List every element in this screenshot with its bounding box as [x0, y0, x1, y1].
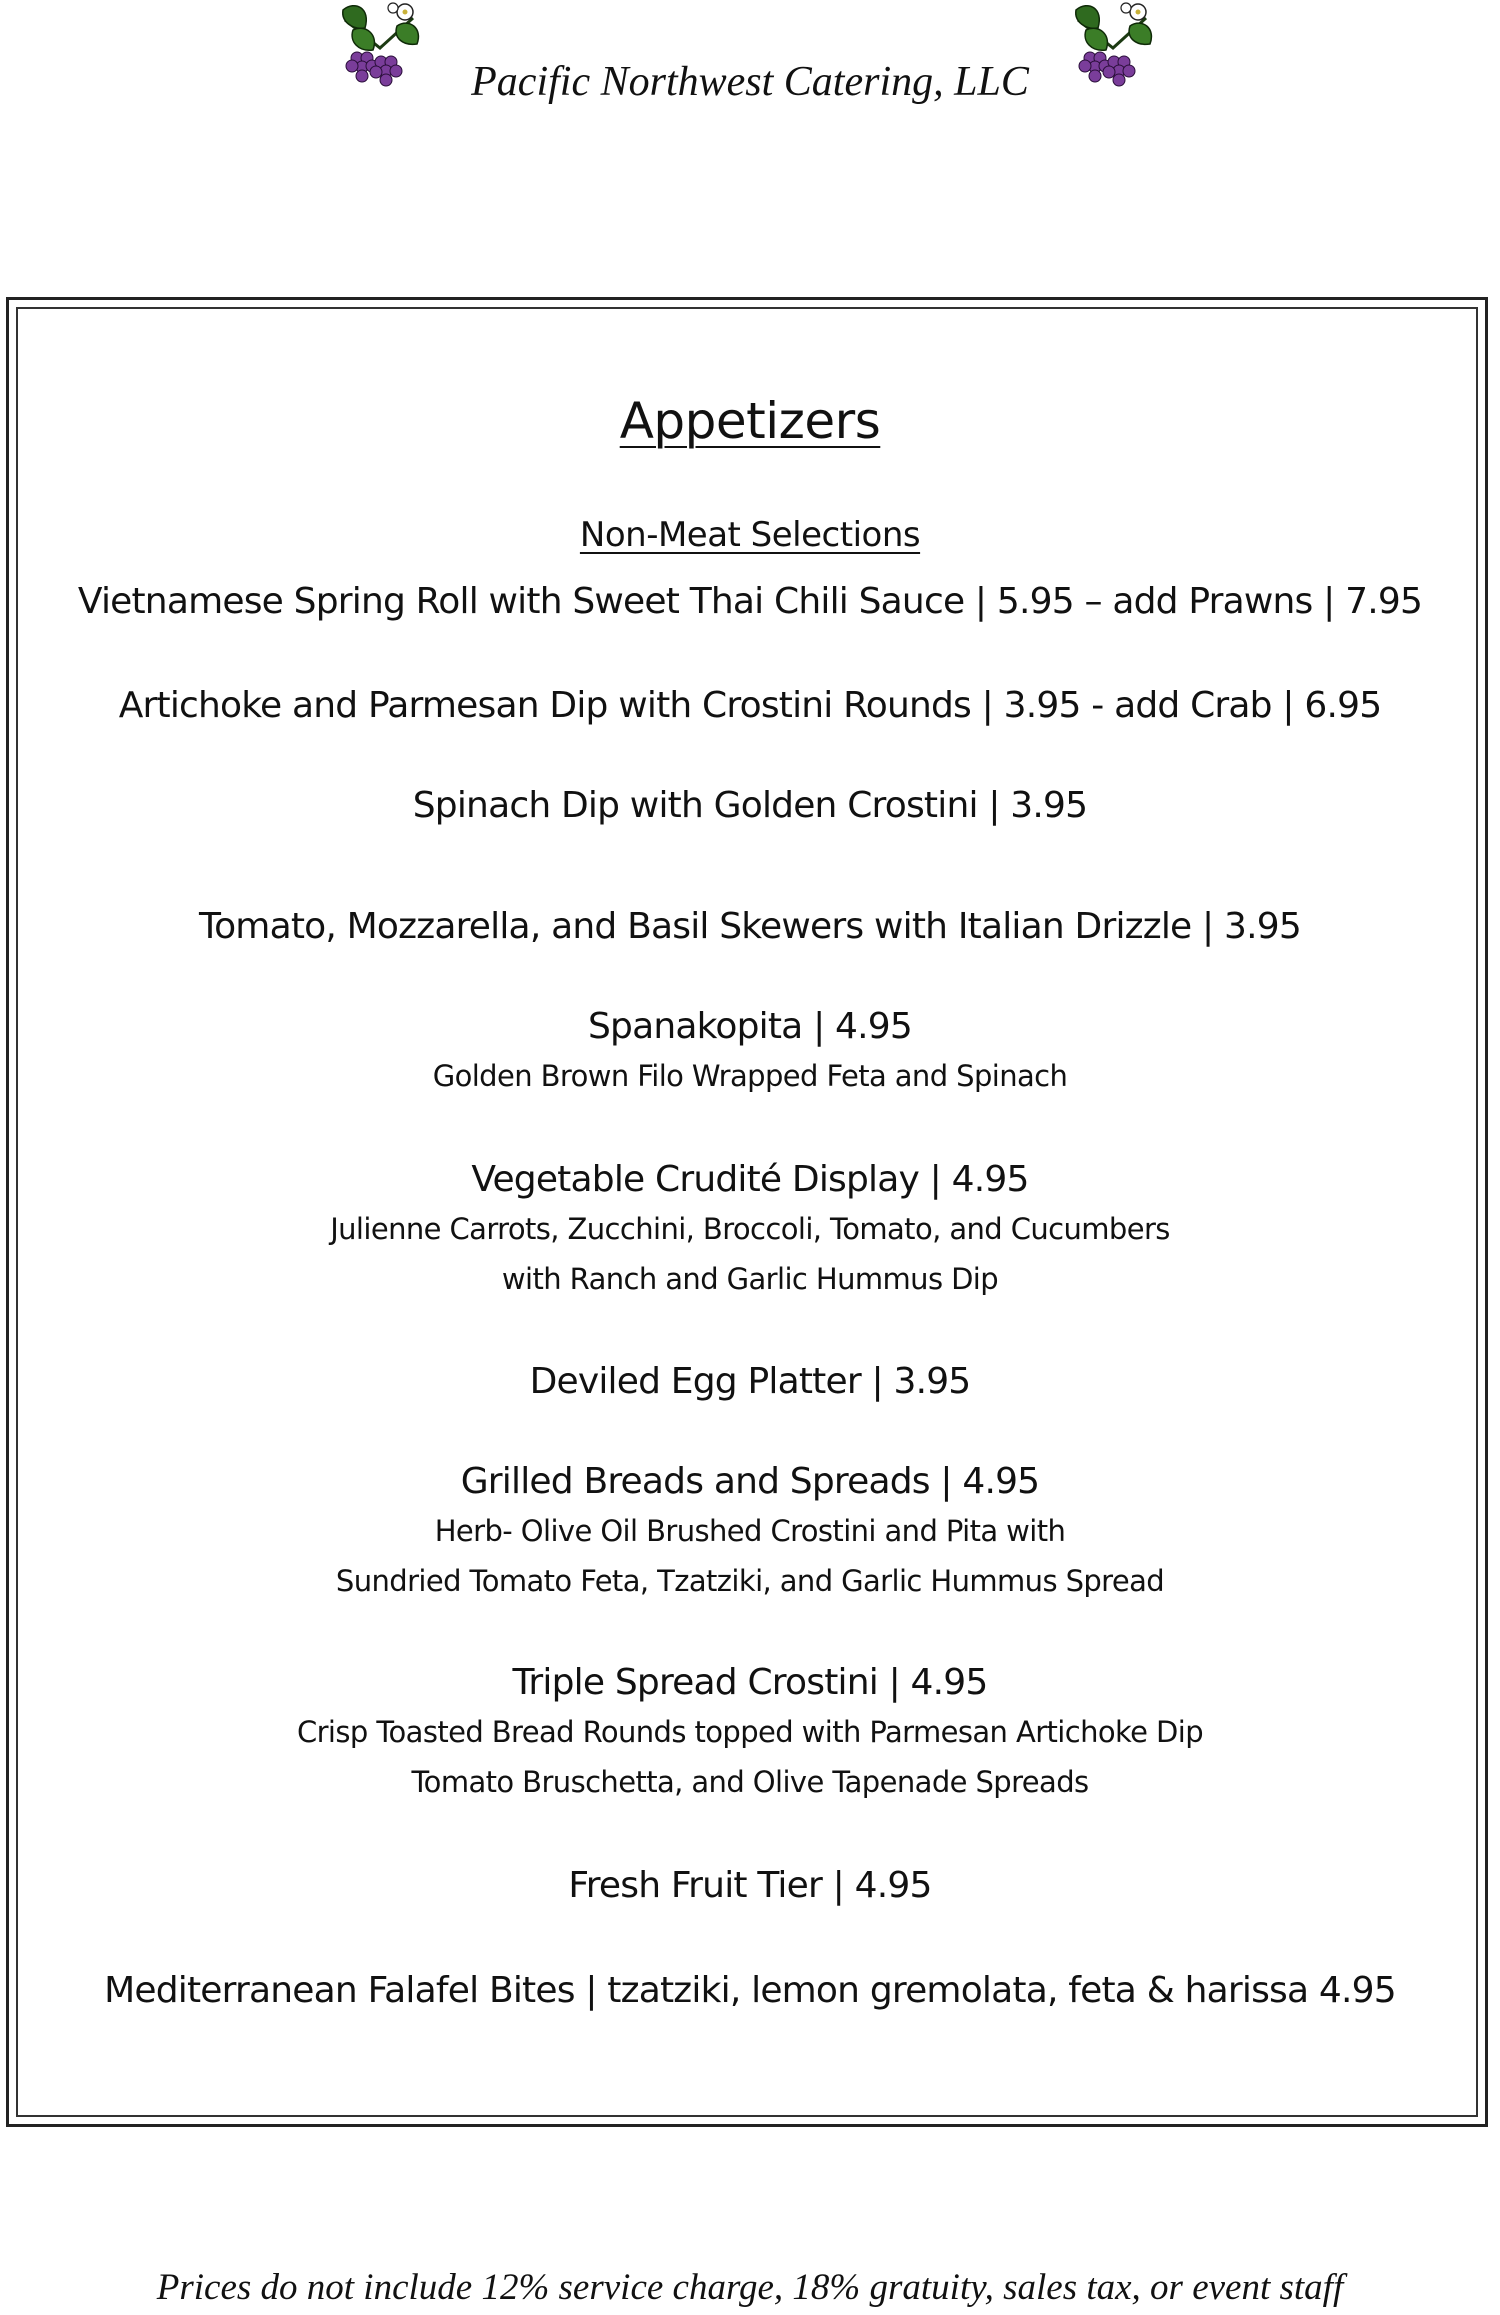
menu-item-name: Spinach Dip with Golden Crostini | 3.95	[412, 785, 1088, 826]
menu-item-name: Mediterranean Falafel Bites | tzatziki, lemon gremolata, feta & harissa 4.95	[104, 1970, 1396, 2011]
pricing-disclaimer: Prices do not include 12% service charge, 18% gratuity, sales tax, or event staff	[156, 2267, 1344, 2308]
menu-item-name: Tomato, Mozzarella, and Basil Skewers with Italian Drizzle | 3.95	[199, 906, 1301, 947]
menu-item-name: Triple Spread Crostini | 4.95	[512, 1662, 988, 1703]
menu-item	[0, 1659, 1500, 1807]
menu-item-description: Herb- Olive Oil Brushed Crostini and Pita with	[434, 1514, 1066, 1548]
menu-item-name: Deviled Egg Platter | 3.95	[529, 1361, 971, 1402]
menu-item-name: Fresh Fruit Tier | 4.95	[568, 1865, 932, 1906]
menu-item	[0, 1862, 1500, 1910]
menu-item-name: Vegetable Crudité Display | 4.95	[471, 1159, 1029, 1200]
menu-item	[0, 1003, 1500, 1101]
menu-item-description: Crisp Toasted Bread Rounds topped with Parmesan Artichoke Dip	[296, 1715, 1204, 1749]
menu-item	[0, 1358, 1500, 1406]
blackberry-branch-icon	[1068, 0, 1158, 100]
menu-item	[0, 578, 1500, 626]
menu-item	[0, 1458, 1500, 1606]
menu-item-name: Grilled Breads and Spreads | 4.95	[460, 1461, 1040, 1502]
menu-item-name: Artichoke and Parmesan Dip with Crostini Rounds | 3.95 - add Crab | 6.95	[118, 685, 1382, 726]
menu-item-description: with Ranch and Garlic Hummus Dip	[501, 1262, 999, 1296]
menu-item-description: Golden Brown Filo Wrapped Feta and Spinach	[432, 1059, 1068, 1093]
menu-item-description: Sundried Tomato Feta, Tzatziki, and Garlic Hummus Spread	[335, 1564, 1165, 1598]
company-name: Pacific Northwest Catering, LLC	[471, 59, 1029, 105]
menu-item-description: Tomato Bruschetta, and Olive Tapenade Spreads	[411, 1765, 1089, 1799]
menu-item	[0, 1156, 1500, 1304]
menu-item	[0, 1967, 1500, 2015]
menu-item	[0, 903, 1500, 951]
menu-title: Appetizers	[619, 392, 881, 450]
header	[0, 0, 1500, 130]
menu-item-name: Vietnamese Spring Roll with Sweet Thai Chili Sauce | 5.95 – add Prawns | 7.95	[77, 581, 1423, 622]
menu-item	[0, 782, 1500, 830]
menu-item	[0, 682, 1500, 730]
menu-item-name: Spanakopita | 4.95	[587, 1006, 913, 1047]
menu-item-description: Julienne Carrots, Zucchini, Broccoli, Tomato, and Cucumbers	[330, 1212, 1170, 1246]
section-heading: Non-Meat Selections	[579, 515, 921, 555]
